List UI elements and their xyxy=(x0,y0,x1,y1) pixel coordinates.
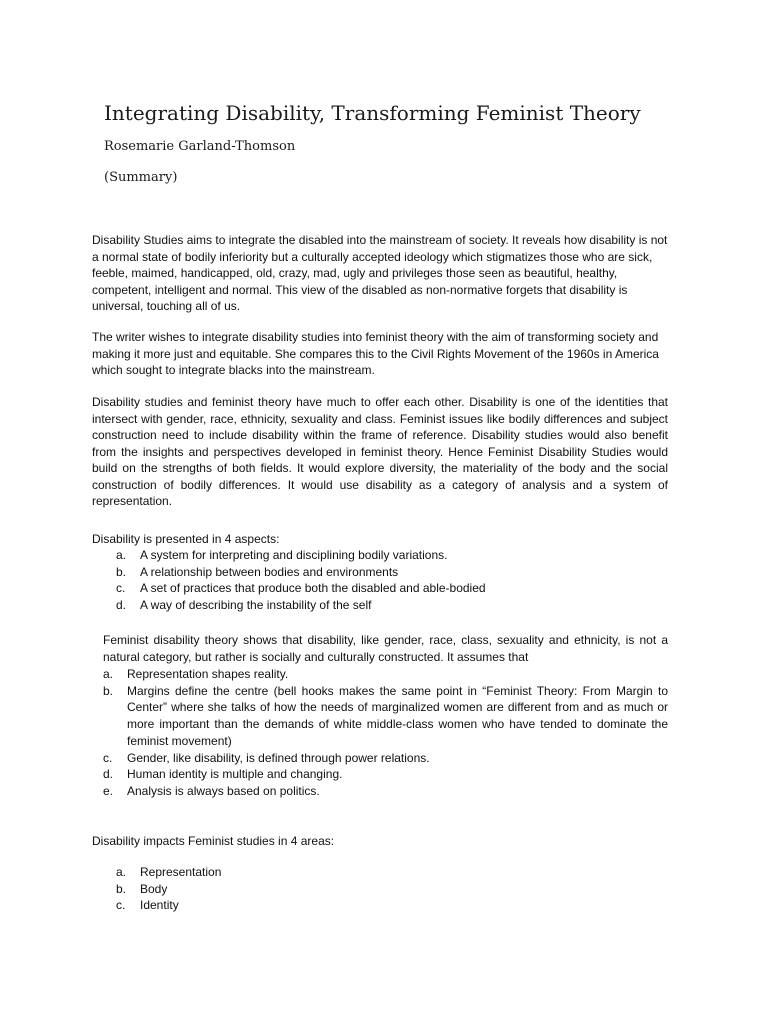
list-marker: b. xyxy=(116,881,127,896)
list-item xyxy=(103,766,668,783)
list-item-text: Human identity is multiple and changing. xyxy=(127,767,343,782)
list-item xyxy=(116,597,668,614)
list-item xyxy=(116,580,668,597)
list-marker: b. xyxy=(103,683,114,698)
list-item-text: A relationship between bodies and environments xyxy=(140,564,399,579)
list-item xyxy=(116,547,668,564)
list-item-text: Gender, like disability, is defined through power relations. xyxy=(127,750,430,765)
list-item xyxy=(103,750,668,767)
list-item-text: A set of practices that produce both the disabled and able-bodied xyxy=(140,581,486,596)
paragraph-aspects-intro: Disability is presented in 4 aspects: xyxy=(92,532,280,546)
list-marker: a. xyxy=(116,548,127,562)
list-item-text: Body xyxy=(140,881,168,896)
list-item xyxy=(116,897,668,914)
list-item xyxy=(116,881,668,898)
paragraph-feminist-disability-theory: Feminist disability theory shows that disability, like gender, race, class, sexuality and ethnicity, is not a natural category, but rather is socially and culturally constructed. It assumes that xyxy=(103,633,668,664)
summary-label: (Summary) xyxy=(104,170,178,185)
paragraph-intro: Disability Studies aims to integrate the disabled into the mainstream of society. It reveals how disability is not a normal state of bodily inferiority but a culturally accepted ideology which stigmatizes those who are sick, feeble, maimed, handicapped, old, crazy, mad, ugly and privileges those seen as beautiful, healthy, competent, intelligent and normal. This view of the disabled as non-normative forgets that disability is universal, touching all of us. xyxy=(92,233,668,313)
list-item-text: Representation xyxy=(140,865,222,879)
list-item-text: Identity xyxy=(140,898,179,913)
list-item-text: A system for interpreting and disciplining bodily variations. xyxy=(140,548,448,562)
list-marker: d. xyxy=(116,598,127,613)
list-marker: c. xyxy=(116,898,126,913)
paragraph-disability-feminist: Disability studies and feminist theory have much to offer each other. Disability is one of the identities that intersect with gender, race, ethnicity, sexuality and class. Feminist issues like bodily differences and subject construction need to include disability within the frame of reference. Disability studies would also benefit from the insights and perspectives developed in feminist theory. Hence Feminist Disability Studies would build on the strengths of both fields. It would explore diversity, the materiality of the body and the social construction of bodily differences. It would use disability as a category of analysis and a system of representation. xyxy=(92,395,668,508)
paragraph-areas-intro: Disability impacts Feminist studies in 4 areas: xyxy=(92,834,335,848)
list-item-text: Analysis is always based on politics. xyxy=(127,783,320,798)
list-marker: b. xyxy=(116,564,127,579)
list-marker: a. xyxy=(103,667,114,681)
document-title: Integrating Disability, Transforming Feminist Theory xyxy=(104,101,641,125)
list-marker: e. xyxy=(103,783,114,798)
list-item-text: A way of describing the instability of the self xyxy=(140,598,372,613)
list-item xyxy=(103,683,668,750)
list-marker: c. xyxy=(103,750,113,765)
author-name: Rosemarie Garland-Thomson xyxy=(104,139,296,154)
list-marker: d. xyxy=(103,767,114,782)
assumptions-list xyxy=(103,666,668,800)
list-item xyxy=(103,666,668,683)
list-item xyxy=(116,564,668,581)
list-marker: a. xyxy=(116,865,127,879)
aspects-list xyxy=(116,547,668,614)
list-item xyxy=(116,864,668,881)
list-item-text: Margins define the centre (bell hooks makes the same point in “Feminist Theory: From Margin to Center” where she talks of how the needs of marginalized women are different from and as much or more important than the demands of white middle-class women who have tended to dominate the feminist movement) xyxy=(127,683,668,748)
paragraph-writer-aim: The writer wishes to integrate disability studies into feminist theory with the aim of transforming society and making it more just and equitable. She compares this to the Civil Rights Movement of the 1960s in America which sought to integrate blacks into the mainstream. xyxy=(92,330,659,377)
list-item-text: Representation shapes reality. xyxy=(127,667,289,681)
list-item xyxy=(103,783,668,800)
areas-list xyxy=(116,864,668,914)
list-marker: c. xyxy=(116,581,126,596)
